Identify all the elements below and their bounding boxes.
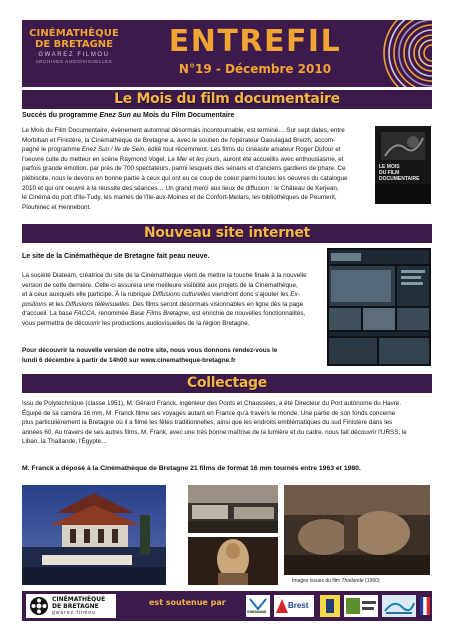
text-span: . Des films seront désormais visionnables en ligne dès la page bbox=[129, 300, 304, 308]
photo-boats bbox=[188, 485, 278, 533]
mois-du-film-poster bbox=[375, 126, 431, 204]
section2-line: La société Diateam, créatrice du site de la Cinémathèque vient de mettre la touche finale à la nouvelle bbox=[22, 272, 307, 279]
text-span: d'accueil. La base bbox=[22, 310, 74, 318]
text-span: pagné le programme bbox=[22, 146, 82, 154]
text-span: , auront été accueillis avec enthousiasme, et bbox=[219, 155, 344, 163]
section1-lead-pre: Succès du programme bbox=[22, 112, 100, 119]
section2-line: version de cette dernière. Celle-ci assurera une meilleure visibilité aux projets de la Cinémathèque, bbox=[22, 281, 298, 289]
section1-line: Plouhinec et Hennebont. bbox=[22, 203, 91, 211]
partner-logo-brest bbox=[274, 595, 314, 617]
section3-line: Issu de Polytechnique (classe 1951), M. Gérard Franck, ingénieur des Ponts et Chaussées, a été Directeur du Port autonome du Havre. bbox=[22, 400, 402, 407]
poster-line: LE MOIS bbox=[379, 164, 400, 170]
section3-body bbox=[22, 399, 432, 447]
partner-logo-finistere bbox=[320, 595, 340, 617]
text-span: , édité tout récemment. Les films du cinéaste amateur Roger Dufour et bbox=[144, 146, 341, 154]
section2-line bbox=[22, 300, 324, 310]
text-span: , renommée bbox=[94, 310, 131, 318]
logo-line2: DE BRETAGNE bbox=[35, 39, 113, 50]
poster-line: DU FILM bbox=[379, 170, 400, 176]
text-span: et les bbox=[46, 300, 66, 308]
photo-street-scene bbox=[284, 485, 430, 575]
partner-bretagne-text: BRETAGNE bbox=[247, 610, 267, 614]
footer-logo-line1: CINÉMATHÈQUE bbox=[52, 596, 106, 603]
website-screenshot bbox=[327, 248, 431, 366]
supported-by-label: est soutenue par bbox=[149, 598, 226, 607]
film-reel-swirl-icon bbox=[378, 20, 432, 87]
logo-line1: CINÉMATHÈQUE bbox=[29, 28, 119, 39]
caption-pre: Images issues du film bbox=[292, 578, 342, 584]
section2-lead: Le site de la Cinémathèque de Bretagne fait peau neuve. bbox=[22, 253, 210, 260]
section-title-nouveau-site: Nouveau site internet bbox=[22, 224, 432, 243]
partner-logo-republique bbox=[420, 597, 430, 615]
section2-line: vous permettra de découvrir les productions audiovisuelles de la région Bretagne. bbox=[22, 319, 250, 327]
section-title-collectage: Collectage bbox=[22, 374, 432, 393]
section3-lead: M. Franck a déposé à la Cinémathèque de Bretagne 21 films de format 16 mm tournés entre 1963 et 1980. bbox=[22, 465, 361, 472]
text-italic: Enez Sun / Ile de Sein bbox=[81, 146, 145, 154]
section1-line bbox=[22, 145, 370, 155]
newsletter-title: ENTREFIL bbox=[168, 24, 342, 59]
footer-logo-line2: DE BRETAGNE bbox=[52, 603, 99, 610]
section3-line: Équipé de sa caméra 16 mm, M. Franck filme ses voyages autant en France qu'à travers le monde. Une partie de son fonds concerne bbox=[22, 409, 396, 417]
section2-body bbox=[22, 271, 324, 329]
section3-line: plus particulièrement la Bretagne où il a filmé les fêtes traditionnelles, ainsi que les endroits emblématiques du sud Finistère dans les bbox=[22, 419, 393, 427]
section3-line: années 60. Au travers de ses autres films, M. Frank, avec une très bonne maîtrise de la lumière et du cadre, nous fait découvrir l'URSS, le bbox=[22, 428, 407, 436]
section1-line: Le Mois du Film Documentaire, événement automnal désormais incontournable, est terminé… Sur sept dates, entre bbox=[22, 127, 345, 134]
section1-lead bbox=[22, 111, 234, 120]
section1-line: plébiscite, nous le devons en bonne partie à ceux qui ont eu ce coup de coeur parmi toutes les oeuvres du catalogue bbox=[22, 174, 348, 182]
announcement-line: Pour découvrir la nouvelle version de notre site, nous vous donnons rendez-vous le bbox=[22, 347, 278, 354]
caption-post: (1960) bbox=[363, 578, 380, 584]
logo-line3: GWAREZ FILMOU bbox=[38, 52, 110, 58]
text-italic: FACCA bbox=[73, 310, 95, 318]
section2-line bbox=[22, 290, 324, 300]
header-banner bbox=[22, 20, 432, 87]
section1-lead-post: au Mois du Film Documentaire bbox=[130, 112, 235, 119]
text-italic: La Mer et les jours bbox=[167, 155, 220, 163]
section2-line bbox=[22, 309, 324, 319]
photo-thai-temple bbox=[22, 485, 166, 585]
text-span: , est enrichie de nouvelles fonctionnalités, bbox=[188, 310, 306, 318]
footer-logo-line3: gwarez filmou bbox=[52, 610, 96, 616]
partner-logo-bretagne bbox=[246, 595, 270, 617]
section3-line: Liban, la Thaïlande, l'Égypte… bbox=[22, 438, 108, 446]
section1-line: parfois grande émotion, par près de 700 spectateurs, parmi lesquels des sénans et d'anciens gardiens de phare. Ce bbox=[22, 165, 346, 173]
issue-number: N°19 - Décembre 2010 bbox=[178, 62, 332, 76]
photo-statue bbox=[188, 537, 278, 585]
section1-body bbox=[22, 126, 370, 212]
poster-line: DOCUMENTAIRE bbox=[379, 176, 420, 182]
photo-caption bbox=[292, 578, 380, 584]
text-italic: positions bbox=[22, 300, 47, 308]
brest-arrow-icon bbox=[276, 599, 288, 613]
section1-line: Morbihan et Finistère, la Cinémathèque de Bretagne a, avec le soutien de l'opérateur Daoulagad Breizh, accom- bbox=[22, 136, 336, 144]
section1-line: 2010 et qui ont oeuvré à la réussite des séances… Un grand merci aux lieux de diffusion : le Château de Kerjean, bbox=[22, 184, 339, 192]
partner-brest-text: Brest bbox=[288, 601, 309, 610]
partner-logo-cotes bbox=[344, 595, 378, 617]
cinematheque-logo bbox=[28, 28, 120, 80]
text-italic: Diffusions culturelles bbox=[152, 291, 211, 299]
section1-line bbox=[22, 155, 370, 165]
footer-banner bbox=[22, 591, 432, 621]
logo-line4: ARCHIVES AUDIOVISUELLES bbox=[35, 59, 113, 64]
caption-italic: Thaïlande bbox=[341, 578, 364, 584]
footer-cinematheque-logo bbox=[26, 594, 116, 618]
partner-logo-region bbox=[382, 595, 416, 617]
section1-line: le Cinéma du port d'Ile-Tudy, les mairies de l'Ile-aux-Moines et de Confort-Meilars, les bibliothèques de Peumerit, bbox=[22, 194, 337, 202]
text-span: et à ceux auxquels elle participe. À la rubrique bbox=[22, 291, 153, 299]
section-title-mois-du-film: Le Mois du film documentaire bbox=[22, 90, 432, 109]
text-italic: Ex- bbox=[290, 291, 300, 299]
poster-text bbox=[379, 164, 419, 182]
film-reel-icon bbox=[29, 596, 49, 616]
text-span: l'oeuvre culte du metteur en scène Raymond Vogel, bbox=[22, 155, 168, 163]
section2-announcement bbox=[22, 346, 324, 365]
text-italic: Diffusions télévisuelles bbox=[65, 300, 130, 308]
text-span: viendront donc s'ajouter les bbox=[210, 291, 291, 299]
announcement-line: lundi 6 décembre à partir de 14h00 sur www.cinematheque-bretagne.fr bbox=[22, 356, 236, 364]
section1-lead-italic: Enez Sun bbox=[99, 112, 131, 119]
text-italic: Base Films Bretagne bbox=[130, 310, 189, 318]
